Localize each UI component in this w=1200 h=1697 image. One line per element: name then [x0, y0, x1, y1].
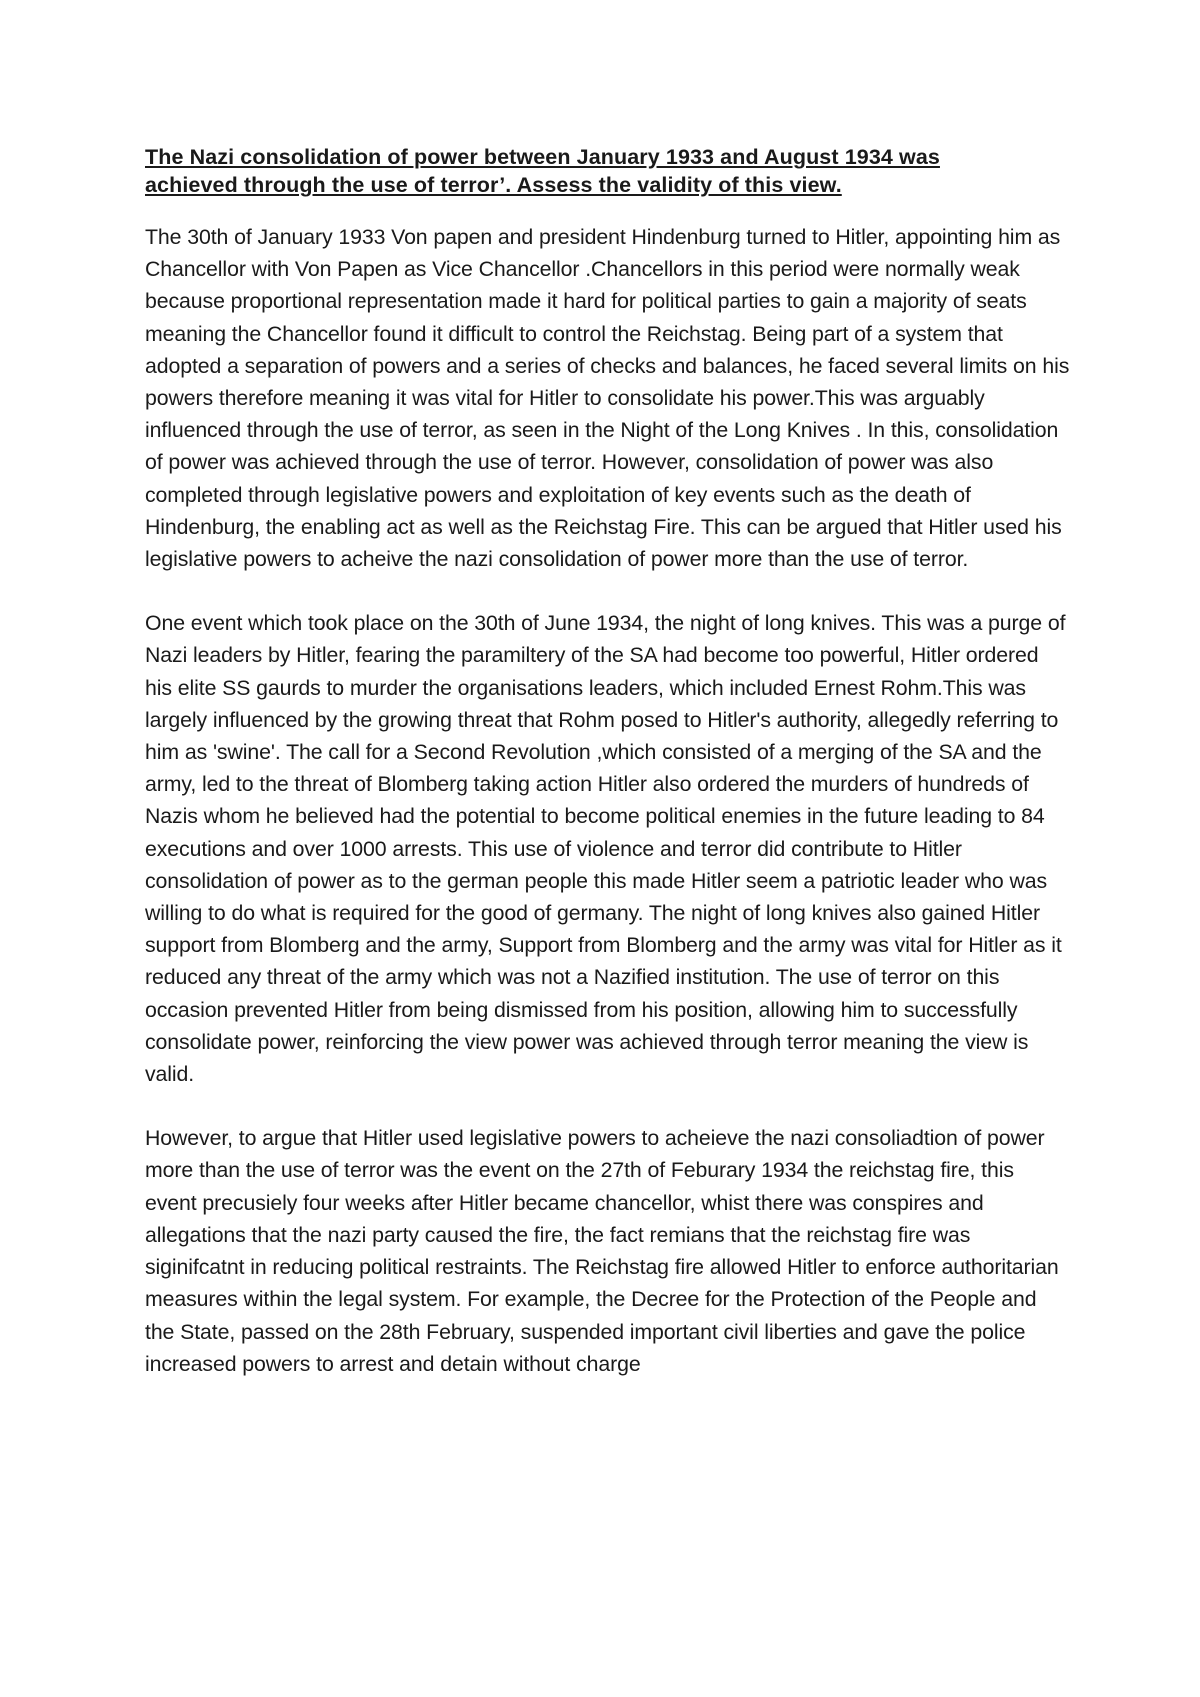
essay-title-line-1: The Nazi consolidation of power between January 1933 and August 1934 was	[145, 145, 940, 169]
essay-title	[145, 143, 1070, 199]
paragraph-reichstag-fire: However, to argue that Hitler used legislative powers to acheieve the nazi consoliadtion of power more than the use of terror was the event on the 27th of Feburary 1934 the reichstag fire, this event precusiely four weeks after Hitler became chancellor, whist there was conspires and allegations that the nazi party caused the fire, the fact remians that the reichstag fire was siginifcatnt in reducing political restraints. The Reichstag fire allowed Hitler to enforce authoritarian measures within the legal system. For example, the Decree for the Protection of the People and the State, passed on the 28th February, suspended important civil liberties and gave the police increased powers to arrest and detain without charge	[145, 1126, 1059, 1376]
paragraph-introduction: The 30th of January 1933 Von papen and president Hindenburg turned to Hitler, appointing him as Chancellor with Von Papen as Vice Chancellor .Chancellors in this period were normally weak because proportional representation made it hard for political parties to gain a majority of seats meaning the Chancellor found it difficult to control the Reichstag. Being part of a system that adopted a separation of powers and a series of checks and balances, he faced several limits on his powers therefore meaning it was vital for Hitler to consolidate his power.This was arguably influenced through the use of terror, as seen in the Night of the Long Knives . In this, consolidation of power was achieved through the use of terror. However, consolidation of power was also completed through legislative powers and exploitation of key events such as the death of Hindenburg, the enabling act as well as the Reichstag Fire. This can be argued that Hitler used his legislative powers to acheive the nazi consolidation of power more than the use of terror.	[145, 225, 1070, 572]
essay-title-line-2: achieved through the use of terror’. Assess the validity of this view.	[145, 173, 842, 197]
document-body	[145, 143, 1070, 1380]
paragraph-night-of-long-knives: One event which took place on the 30th of June 1934, the night of long knives. This was a purge of Nazi leaders by Hitler, fearing the paramiltery of the SA had become too powerful, Hitler ordered his elite SS gaurds to murder the organisations leaders, which included Ernest Rohm.This was largely influenced by the growing threat that Rohm posed to Hitler's authority, allegedly referring to him as 'swine'. The call for a Second Revolution ,which consisted of a merging of the SA and the army, led to the threat of Blomberg taking action Hitler also ordered the murders of hundreds of Nazis whom he believed had the potential to become political enemies in the future leading to 84 executions and over 1000 arrests. This use of violence and terror did contribute to Hitler consolidation of power as to the german people this made Hitler seem a patriotic leader who was willing to do what is required for the good of germany. The night of long knives also gained Hitler support from Blomberg and the army, Support from Blomberg and the army was vital for Hitler as it reduced any threat of the army which was not a Nazified institution. The use of terror on this occasion prevented Hitler from being dismissed from his position, allowing him to successfully consolidate power, reinforcing the view power was achieved through terror meaning the view is valid.	[145, 611, 1066, 1087]
